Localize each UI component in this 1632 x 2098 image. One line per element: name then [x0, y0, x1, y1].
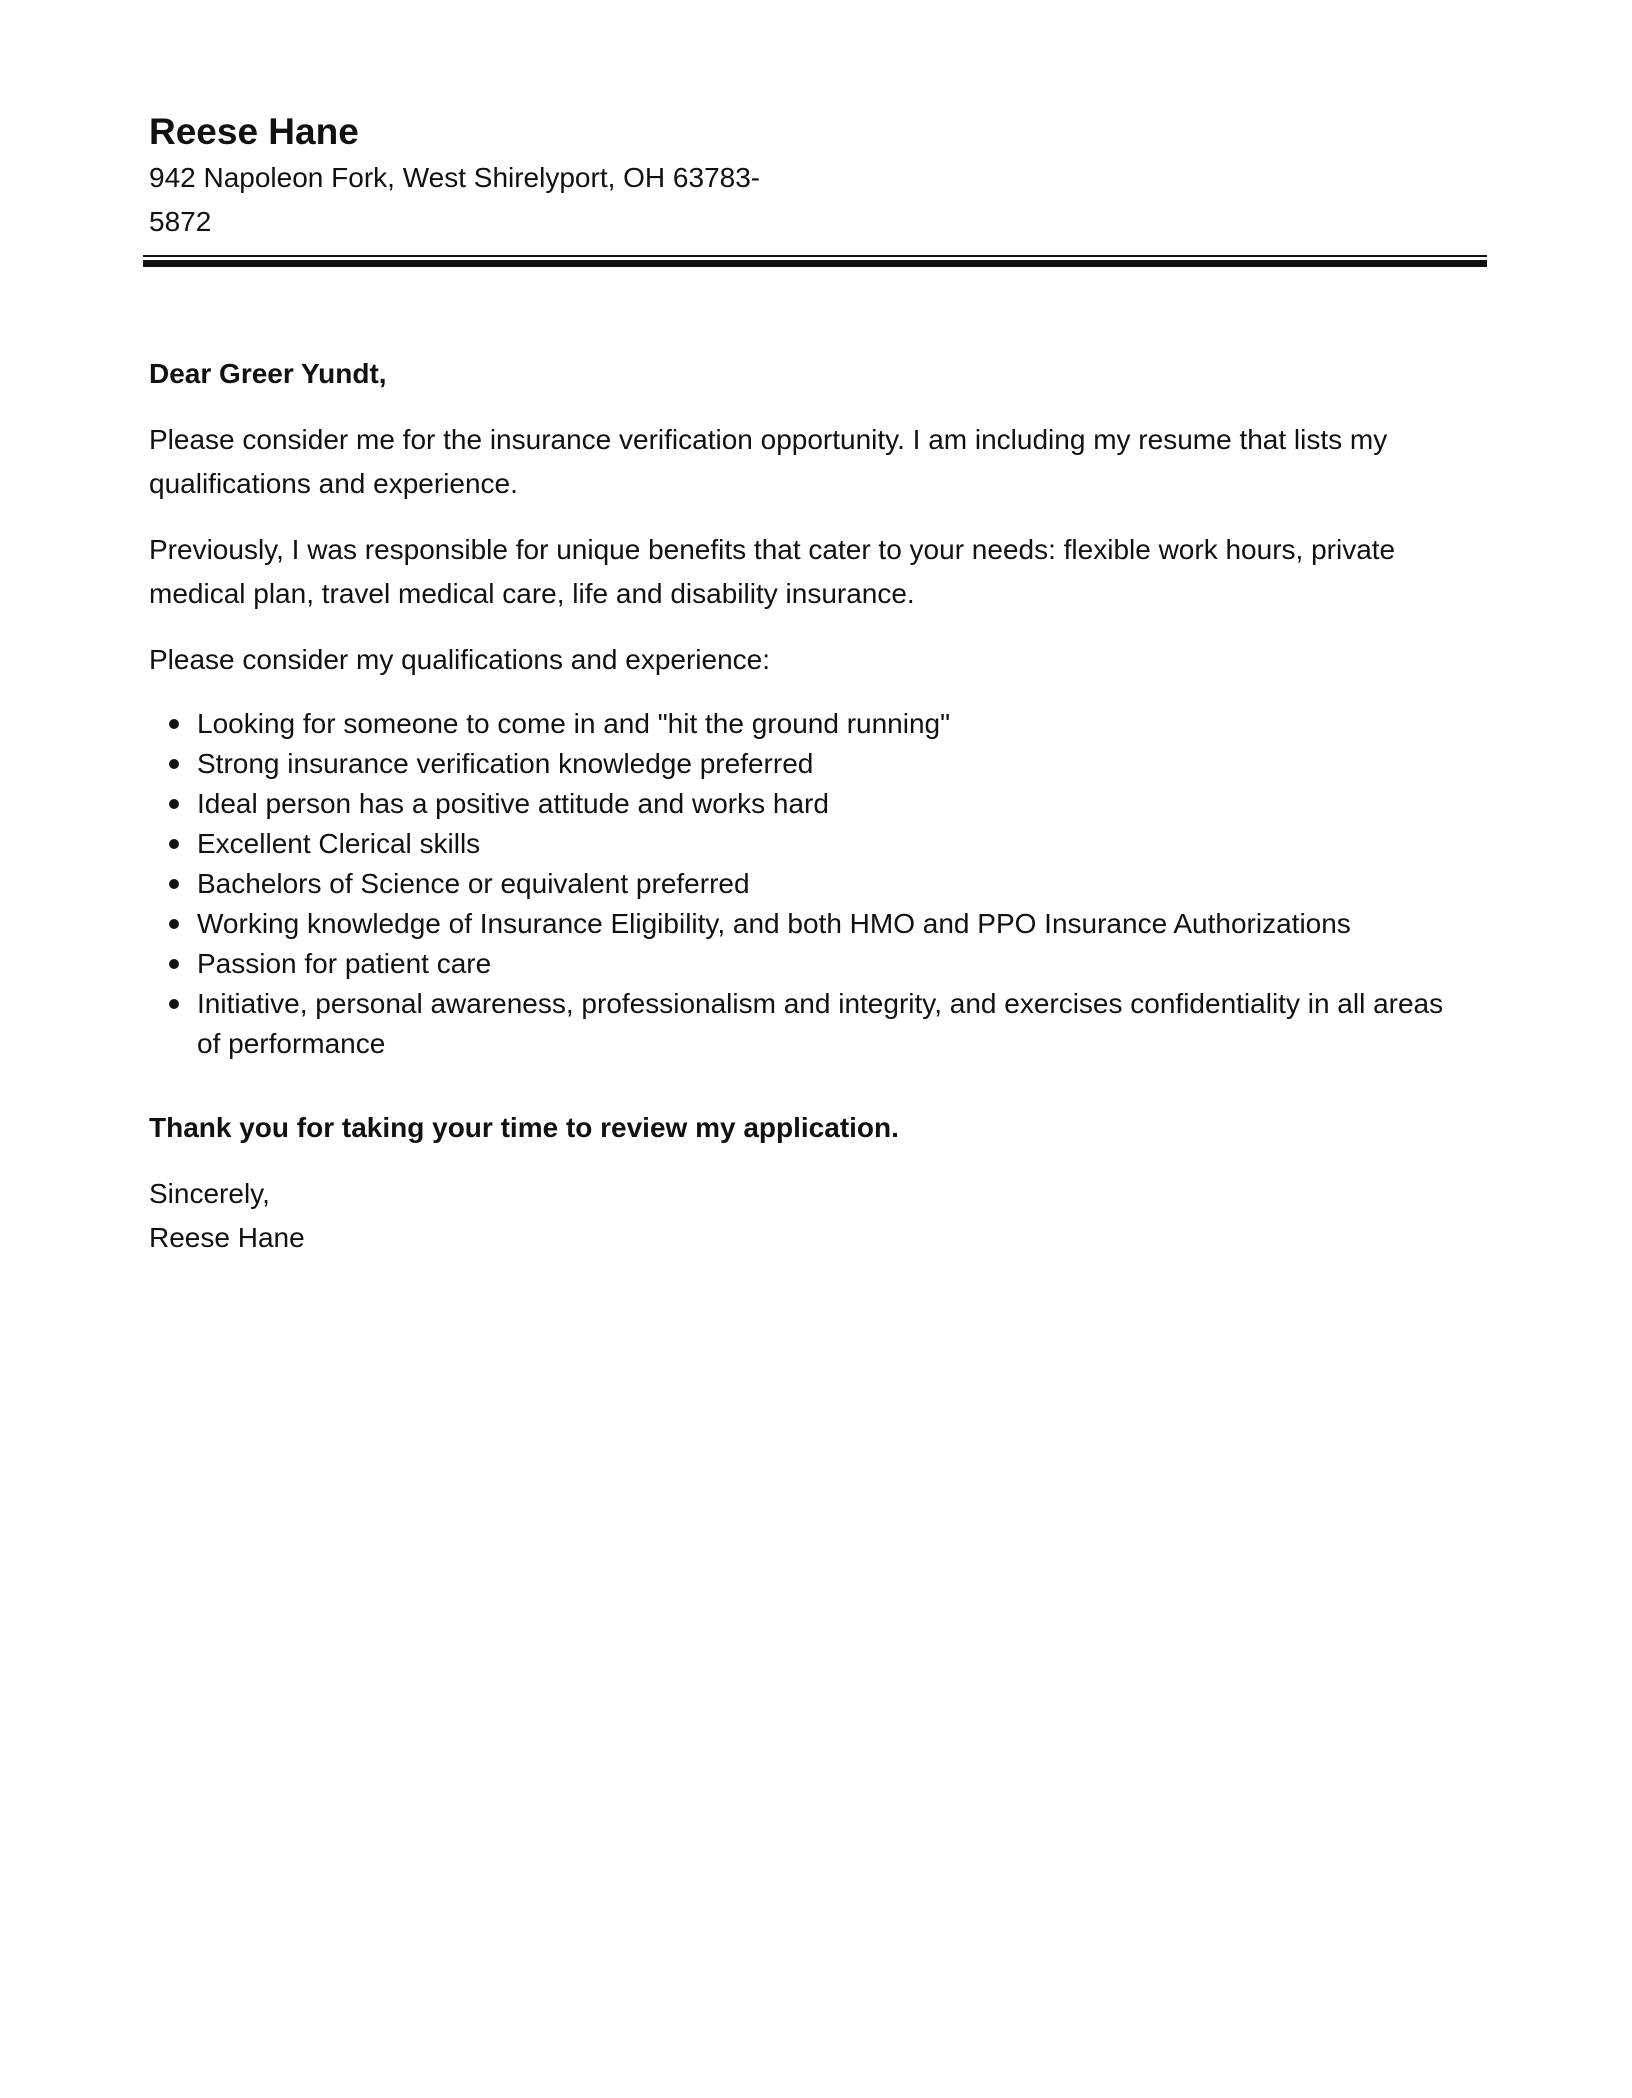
- list-item: [149, 864, 1469, 904]
- list-item-text: Ideal person has a positive attitude and works hard: [197, 788, 829, 819]
- sender-address: [149, 156, 799, 244]
- signature-name: Reese Hane: [149, 1222, 305, 1253]
- list-item-text: Strong insurance verification knowledge preferred: [197, 748, 814, 779]
- letter-header: [149, 108, 809, 244]
- list-item-text: Excellent Clerical skills: [197, 828, 481, 859]
- qualifications-list: [149, 704, 1469, 1064]
- bullet-icon: [169, 719, 179, 729]
- divider-thick-line: [143, 260, 1487, 267]
- list-item-text: Working knowledge of Insurance Eligibility, and both HMO and PPO Insurance Authorizations: [197, 908, 1351, 939]
- bullet-icon: [169, 959, 179, 969]
- bullet-icon: [169, 919, 179, 929]
- intro-paragraph: Please consider me for the insurance verification opportunity. I am including my resume that lists my qualifications and experience.: [149, 424, 1388, 499]
- qualifications-lead: Please consider my qualifications and experience:: [149, 644, 771, 675]
- list-item-text: Bachelors of Science or equivalent preferred: [197, 868, 750, 899]
- list-item-text: Initiative, personal awareness, professionalism and integrity, and exercises confidentiality in all areas of performance: [197, 988, 1444, 1059]
- list-item-text: Passion for patient care: [197, 948, 492, 979]
- list-item-text: Looking for someone to come in and "hit the ground running": [197, 708, 951, 739]
- salutation: Dear Greer Yundt,: [149, 358, 387, 389]
- bullet-icon: [169, 759, 179, 769]
- sender-address-line-1: 942 Napoleon Fork, West Shirelyport, OH 63783-: [149, 162, 761, 193]
- header-divider: [143, 255, 1487, 267]
- bullet-icon: [169, 999, 179, 1009]
- sender-address-line-2: 5872: [149, 206, 212, 237]
- list-item: [149, 784, 1469, 824]
- list-item: [149, 744, 1469, 784]
- bullet-icon: [169, 879, 179, 889]
- closing-statement: Thank you for taking your time to review my application.: [149, 1112, 899, 1143]
- list-item: [149, 984, 1469, 1064]
- list-item: [149, 944, 1469, 984]
- bullet-icon: [169, 799, 179, 809]
- experience-paragraph: Previously, I was responsible for unique benefits that cater to your needs: flexible work hours, private medical plan, travel medical care, life and disability insurance.: [149, 534, 1396, 609]
- list-item: [149, 824, 1469, 864]
- list-item: [149, 904, 1469, 944]
- signoff-block: [149, 1172, 1469, 1260]
- signoff: Sincerely,: [149, 1178, 270, 1209]
- letter-body: [149, 352, 1469, 1260]
- bullet-icon: [169, 839, 179, 849]
- list-item: [149, 704, 1469, 744]
- sender-name: Reese Hane: [149, 111, 359, 152]
